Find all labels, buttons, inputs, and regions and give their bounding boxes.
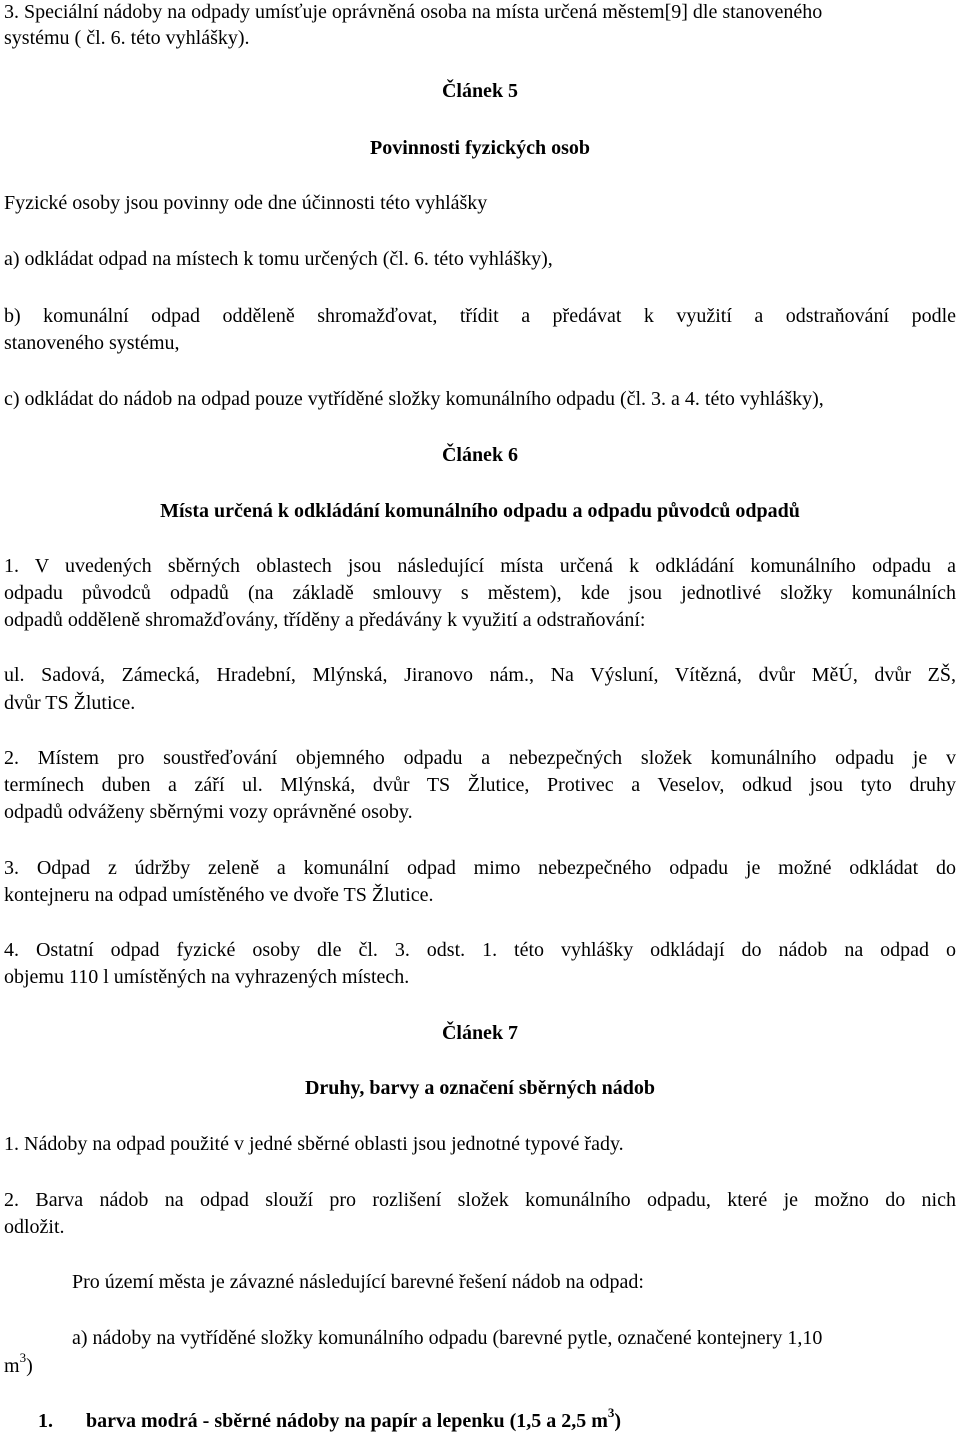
article-7-p2-line-2: odložit. (4, 1216, 65, 1238)
article-7-territory: Pro území města je závazné následující barevné řešení nádob na odpad: (72, 1271, 644, 1293)
article-7-list-1-number: 1. (38, 1410, 53, 1432)
article-6-p4-line-1: 4. Ostatní odpad fyzické osoby dle čl. 3. odst. 1. této vyhlášky odkládají do nádob na odpad o (4, 939, 956, 961)
article-7-title: Druhy, barvy a označení sběrných nádob (304, 1077, 656, 1099)
article-6-p4-line-2: objemu 110 l umístěných na vyhrazených místech. (4, 966, 410, 988)
article-6-p3-line-1: 3. Odpad z údržby zeleně a komunální odpad mimo nebezpečného odpadu je možné odkládat do (4, 857, 956, 879)
article-5-title: Povinnosti fyzických osob (369, 137, 591, 159)
article-5-item-c: c) odkládat do nádob na odpad pouze vytříděné složky komunálního odpadu (čl. 3. a 4. této vyhlášky), (4, 388, 824, 410)
article-7-p2-line-1: 2. Barva nádob na odpad slouží pro rozlišení složek komunálního odpadu, které je možno do nich (4, 1189, 956, 1211)
article-6-p1-line-3: odpadů odděleně shromažďovány, tříděny a předávány k využití a odstraňování: (4, 609, 646, 631)
article-5-heading: Článek 5 (441, 80, 519, 102)
list-1-close: ) (614, 1410, 622, 1432)
intro-line-2: systému ( čl. 6. této vyhlášky). (4, 27, 250, 49)
article-7-list-1 (86, 1405, 622, 1434)
article-6-streets-line-1: ul. Sadová, Zámecká, Hradební, Mlýnská, Jiranovo nám., Na Výsluní, Vítězná, dvůr MěÚ, dvůr ZŠ, (4, 664, 956, 686)
article-6-p2-line-2: termínech duben a září ul. Mlýnská, dvůr TS Žlutice, Protivec a Veselov, odkud jsou tyto druhy (4, 774, 956, 796)
unit-exponent: 3 (19, 1350, 27, 1366)
article-7-heading: Článek 7 (441, 1022, 519, 1044)
article-6-streets-line-2: dvůr TS Žlutice. (4, 692, 136, 714)
article-7-p1: 1. Nádoby na odpad použité v jedné sběrné oblasti jsou jednotné typové řady. (4, 1133, 624, 1155)
intro-line-1: 3. Speciální nádoby na odpady umísťuje oprávněná osoba na místa určená městem[9] dle stanoveného (4, 1, 823, 23)
article-5-lead: Fyzické osoby jsou povinny ode dne účinnosti této vyhlášky (4, 192, 488, 214)
list-1-exponent: 3 (607, 1405, 615, 1421)
article-6-title: Místa určená k odkládání komunálního odpadu a odpadu původců odpadů (160, 500, 800, 522)
article-7-unit-wrap (4, 1350, 33, 1379)
article-7-item-a: a) nádoby na vytříděné složky komunálního odpadu (barevné pytle, označené kontejnery 1,10 (72, 1327, 823, 1349)
article-6-p1-line-2: odpadu původců odpadů (na základě smlouvy s městem), kde jsou jednotlivé složky komunálních (4, 582, 956, 604)
article-5-item-a: a) odkládat odpad na místech k tomu určených (čl. 6. této vyhlášky), (4, 248, 553, 270)
article-6-p1-line-1: 1. V uvedených sběrných oblastech jsou následující místa určená k odkládání komunálního odpadu a (4, 555, 956, 577)
article-5-item-b-line-2: stanoveného systému, (4, 332, 180, 354)
list-1-text: barva modrá - sběrné nádoby na papír a lepenku (1,5 a 2,5 m (86, 1410, 608, 1432)
article-6-heading: Článek 6 (441, 444, 519, 466)
article-6-p3-line-2: kontejneru na odpad umístěného ve dvoře TS Žlutice. (4, 884, 434, 906)
article-6-p2-line-1: 2. Místem pro soustřeďování objemného odpadu a nebezpečných složek komunálního odpadu je v (4, 747, 956, 769)
article-5-item-b-line-1: b) komunální odpad odděleně shromažďovat, třídit a předávat k využití a odstraňování podle (4, 305, 956, 327)
article-6-p2-line-3: odpadů odváženy sběrnými vozy oprávněné osoby. (4, 801, 413, 823)
unit-m: m (4, 1355, 20, 1377)
unit-close: ) (26, 1355, 33, 1377)
